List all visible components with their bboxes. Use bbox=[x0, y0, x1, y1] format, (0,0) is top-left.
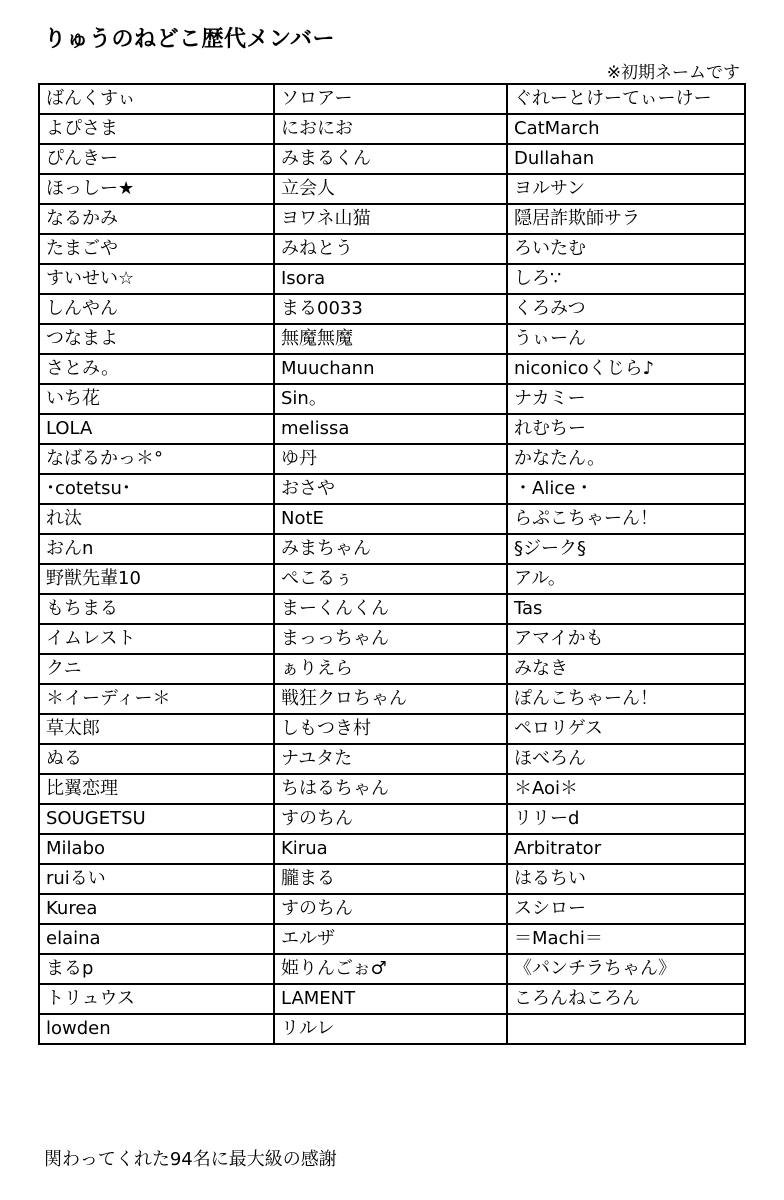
member-name-cell: おさや bbox=[274, 474, 507, 504]
member-name-cell: 立会人 bbox=[274, 174, 507, 204]
table-row bbox=[39, 864, 745, 894]
member-name-cell: アマイかも bbox=[507, 624, 745, 654]
member-name-cell: 朧まる bbox=[274, 864, 507, 894]
member-name-cell: しんやん bbox=[39, 294, 274, 324]
member-name-cell: すのちん bbox=[274, 804, 507, 834]
member-name-cell: みなき bbox=[507, 654, 745, 684]
member-name-cell: 姫りんごぉ♂ bbox=[274, 954, 507, 984]
member-name-cell: くろみつ bbox=[507, 294, 745, 324]
member-name-cell: はるちい bbox=[507, 864, 745, 894]
member-name-cell: スシロー bbox=[507, 894, 745, 924]
table-row bbox=[39, 654, 745, 684]
member-name-cell: かなたん。 bbox=[507, 444, 745, 474]
table-row bbox=[39, 444, 745, 474]
member-name-cell: ぬる bbox=[39, 744, 274, 774]
member-name-cell bbox=[507, 1014, 745, 1044]
member-name-cell: エルザ bbox=[274, 924, 507, 954]
member-table bbox=[38, 83, 746, 1045]
table-row bbox=[39, 684, 745, 714]
table-row bbox=[39, 144, 745, 174]
member-name-cell: なばるかっ＊° bbox=[39, 444, 274, 474]
table-row bbox=[39, 774, 745, 804]
table-row bbox=[39, 534, 745, 564]
member-name-cell: ruiるい bbox=[39, 864, 274, 894]
table-row bbox=[39, 894, 745, 924]
member-name-cell: Isora bbox=[274, 264, 507, 294]
member-name-cell: LAMENT bbox=[274, 984, 507, 1014]
member-name-cell: 野獣先輩10 bbox=[39, 564, 274, 594]
table-row bbox=[39, 714, 745, 744]
member-name-cell: elaina bbox=[39, 924, 274, 954]
member-name-cell: 《パンチラちゃん》 bbox=[507, 954, 745, 984]
member-name-cell: さとみ。 bbox=[39, 354, 274, 384]
member-name-cell: まるp bbox=[39, 954, 274, 984]
member-name-cell: lowden bbox=[39, 1014, 274, 1044]
initial-name-note: ※初期ネームです bbox=[606, 63, 740, 83]
member-name-cell: ＝Machi＝ bbox=[507, 924, 745, 954]
table-row bbox=[39, 354, 745, 384]
member-name-cell: うぃーん bbox=[507, 324, 745, 354]
member-name-cell: ペロリゲス bbox=[507, 714, 745, 744]
member-name-cell: ヨワネ山猫 bbox=[274, 204, 507, 234]
member-name-cell: アル。 bbox=[507, 564, 745, 594]
member-name-cell: Milabo bbox=[39, 834, 274, 864]
table-row bbox=[39, 594, 745, 624]
member-name-cell: 隠居詐欺師サラ bbox=[507, 204, 745, 234]
member-name-cell: SOUGETSU bbox=[39, 804, 274, 834]
member-name-cell: ぽんこちゃーん！ bbox=[507, 684, 745, 714]
thanks-message: 関わってくれた94名に最大級の感謝 bbox=[44, 1149, 337, 1170]
member-name-cell: ばんくすぃ bbox=[39, 84, 274, 114]
table-row bbox=[39, 924, 745, 954]
member-name-cell: ぁりえら bbox=[274, 654, 507, 684]
member-name-cell: リルレ bbox=[274, 1014, 507, 1044]
member-name-cell: 無魔無魔 bbox=[274, 324, 507, 354]
member-name-cell: ゆ丹 bbox=[274, 444, 507, 474]
table-row bbox=[39, 804, 745, 834]
member-name-cell: しろ∵ bbox=[507, 264, 745, 294]
member-name-cell: Muuchann bbox=[274, 354, 507, 384]
member-name-cell: Arbitrator bbox=[507, 834, 745, 864]
member-name-cell: まる0033 bbox=[274, 294, 507, 324]
table-row bbox=[39, 474, 745, 504]
member-name-cell: まーくんくん bbox=[274, 594, 507, 624]
member-name-cell: ヨルサン bbox=[507, 174, 745, 204]
member-name-cell: おんn bbox=[39, 534, 274, 564]
table-row bbox=[39, 294, 745, 324]
member-name-cell: みまるくん bbox=[274, 144, 507, 174]
member-name-cell: れむちー bbox=[507, 414, 745, 444]
member-name-cell: 比翼恋理 bbox=[39, 774, 274, 804]
member-name-cell: ちはるちゃん bbox=[274, 774, 507, 804]
member-name-cell: 戦狂クロちゃん bbox=[274, 684, 507, 714]
member-name-cell: ほべろん bbox=[507, 744, 745, 774]
member-name-cell: Tas bbox=[507, 594, 745, 624]
member-name-cell: ろいたむ bbox=[507, 234, 745, 264]
member-name-cell: リリーd bbox=[507, 804, 745, 834]
table-row bbox=[39, 1014, 745, 1044]
member-name-cell: よぴさま bbox=[39, 114, 274, 144]
table-row bbox=[39, 114, 745, 144]
member-name-cell: すのちん bbox=[274, 894, 507, 924]
member-name-cell: なるかみ bbox=[39, 204, 274, 234]
member-name-cell: いち花 bbox=[39, 384, 274, 414]
member-name-cell: たまごや bbox=[39, 234, 274, 264]
member-name-cell: Sin。 bbox=[274, 384, 507, 414]
table-row bbox=[39, 234, 745, 264]
member-name-cell: 草太郎 bbox=[39, 714, 274, 744]
member-name-cell: Dullahan bbox=[507, 144, 745, 174]
member-name-cell: イムレスト bbox=[39, 624, 274, 654]
member-name-cell: ナカミー bbox=[507, 384, 745, 414]
member-name-cell: ･cotetsu･ bbox=[39, 474, 274, 504]
member-name-cell: すいせい☆ bbox=[39, 264, 274, 294]
table-row bbox=[39, 204, 745, 234]
table-row bbox=[39, 624, 745, 654]
table-row bbox=[39, 504, 745, 534]
table-row bbox=[39, 324, 745, 354]
table-row bbox=[39, 384, 745, 414]
member-name-cell: しもつき村 bbox=[274, 714, 507, 744]
member-name-cell: ナユタた bbox=[274, 744, 507, 774]
table-row bbox=[39, 744, 745, 774]
member-name-cell: クニ bbox=[39, 654, 274, 684]
table-row bbox=[39, 834, 745, 864]
member-name-cell: らぷこちゃーん！ bbox=[507, 504, 745, 534]
page-title: りゅうのねどこ歴代メンバー bbox=[44, 27, 335, 52]
member-name-cell: れ汰 bbox=[39, 504, 274, 534]
member-name-cell: ころんねころん bbox=[507, 984, 745, 1014]
table-row bbox=[39, 414, 745, 444]
table-row bbox=[39, 84, 745, 114]
member-name-cell: Kurea bbox=[39, 894, 274, 924]
table-row bbox=[39, 954, 745, 984]
member-name-cell: NotE bbox=[274, 504, 507, 534]
member-name-cell: みまちゃん bbox=[274, 534, 507, 564]
member-name-cell: §ジーク§ bbox=[507, 534, 745, 564]
member-name-cell: Kirua bbox=[274, 834, 507, 864]
member-name-cell: LOLA bbox=[39, 414, 274, 444]
member-name-cell: ＊イーディー＊ bbox=[39, 684, 274, 714]
member-name-cell: トリュウス bbox=[39, 984, 274, 1014]
member-name-cell: つなまよ bbox=[39, 324, 274, 354]
member-table-body bbox=[39, 84, 745, 1044]
member-name-cell: CatMarch bbox=[507, 114, 745, 144]
member-name-cell: ほっしー★ bbox=[39, 174, 274, 204]
member-name-cell: ぺこるぅ bbox=[274, 564, 507, 594]
table-row bbox=[39, 264, 745, 294]
member-name-cell: もちまる bbox=[39, 594, 274, 624]
member-name-cell: ・Alice・ bbox=[507, 474, 745, 504]
member-name-cell: まっっちゃん bbox=[274, 624, 507, 654]
member-name-cell: melissa bbox=[274, 414, 507, 444]
table-row bbox=[39, 564, 745, 594]
table-row bbox=[39, 174, 745, 204]
member-name-cell: ぐれーとけーてぃーけー bbox=[507, 84, 745, 114]
member-name-cell: ぴんきー bbox=[39, 144, 274, 174]
table-row bbox=[39, 984, 745, 1014]
member-name-cell: みねとう bbox=[274, 234, 507, 264]
member-name-cell: niconicoくじら♪ bbox=[507, 354, 745, 384]
member-name-cell: ＊Aoi＊ bbox=[507, 774, 745, 804]
member-name-cell: におにお bbox=[274, 114, 507, 144]
member-name-cell: ソロアー bbox=[274, 84, 507, 114]
